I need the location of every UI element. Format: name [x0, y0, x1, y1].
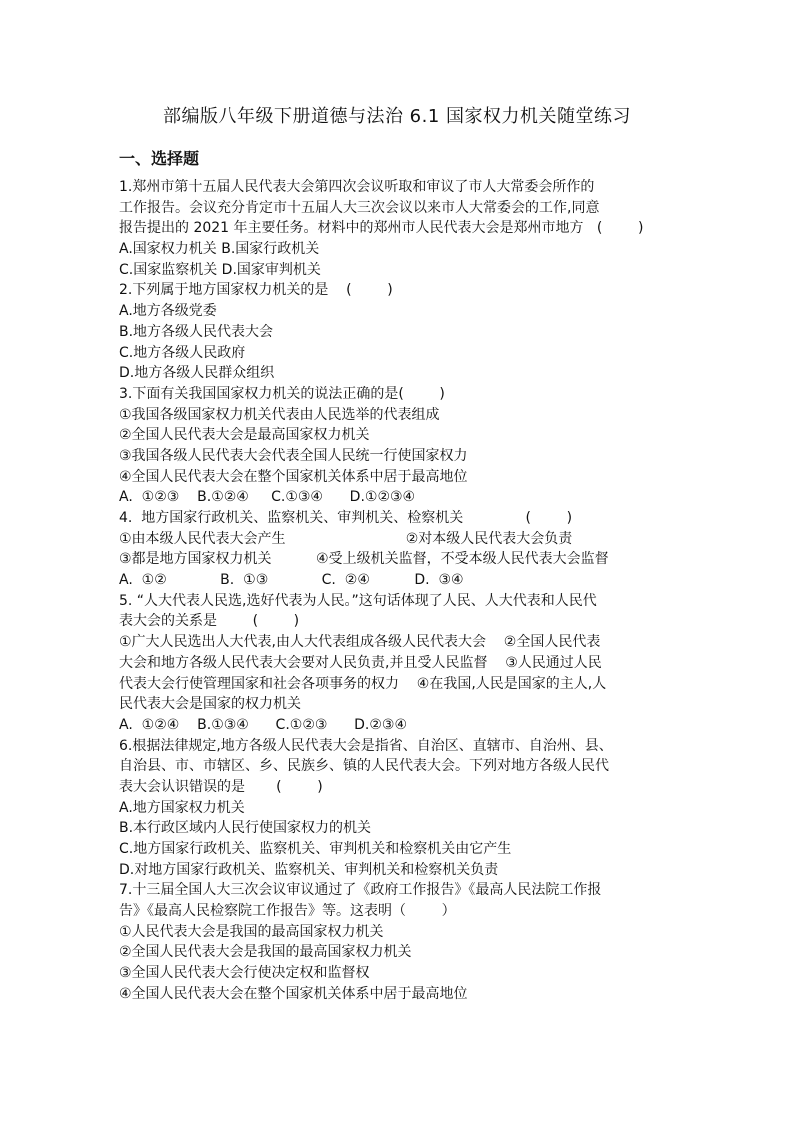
text-line: 3.下面有关我国国家权力机关的说法正确的是( ) [119, 385, 445, 402]
text-line: 告》《最高人民检察院工作报告》等。这表明（ ） [119, 903, 456, 920]
text-line: A. ①②③ B.①②④ C.①③④ D.①②③④ [119, 489, 416, 506]
text-line: D.对地方国家行政机关、监察机关、审判机关和检察机关负责 [119, 861, 499, 878]
text-line: A. ①②④ B.①③④ C.①②③ D.②③④ [119, 716, 408, 733]
text-line: ④全国人民代表大会在整个国家机关体系中居于最高地位 [119, 468, 468, 485]
text-line: ①广大人民选出人大代表,由人大代表组成各级人民代表大会 ②全国人民代表 [119, 634, 601, 651]
text-line: 报告提出的 2021 年主要任务。材料中的郑州市人民代表大会是郑州市地方 ( ) [119, 220, 644, 237]
text-line: ②全国人民代表大会是我国的最高国家权力机关 [119, 944, 412, 961]
text-line: 工作报告。会议充分肯定市十五届人大三次会议以来市人大常委会的工作,同意 [119, 199, 600, 216]
text-line: A.国家权力机关 B.国家行政机关 [119, 241, 320, 258]
text-line: 代表大会行使管理国家和社会各项事务的权力 ④在我国,人民是国家的主人,人 [119, 675, 607, 692]
text-line: ②全国人民代表大会是最高国家权力机关 [119, 427, 370, 444]
section-heading: 一、选择题 [119, 149, 200, 168]
text-line: 7.十三届全国人大三次会议审议通过了《政府工作报告》《最高人民法院工作报 [119, 882, 602, 899]
text-line: ④全国人民代表大会在整个国家机关体系中居于最高地位 [119, 985, 468, 1002]
text-line: ③我国各级人民代表大会代表全国人民统一行使国家权力 [119, 447, 468, 464]
question-body [119, 177, 691, 1005]
text-line: 6.根据法律规定,地方各级人民代表大会是指省、自治区、直辖市、自治州、县、 [119, 737, 613, 754]
text-line: 4. 地方国家行政机关、监察机关、审判机关、检察机关 ( ) [119, 510, 573, 526]
text-line: 表大会的关系是 ( ) [119, 613, 300, 630]
text-line: A.地方国家权力机关 [119, 799, 245, 816]
text-line: D.地方各级人民群众组织 [119, 365, 275, 382]
text-line: 1.郑州市第十五届人民代表大会第四次会议听取和审议了市人大常委会所作的 [119, 179, 595, 195]
text-line: ③都是地方国家权力机关 ④受上级机关监督，不受本级人民代表大会监督 [119, 551, 609, 568]
text-line: A.地方各级党委 [119, 303, 217, 320]
text-line: ③全国人民代表大会行使决定权和监督权 [119, 965, 370, 982]
text-line: 5. “人大代表人民选,选好代表为人民。”这句话体现了人民、人大代表和人民代 [119, 592, 597, 609]
document-title: 部编版八年级下册道德与法治 6.1 国家权力机关随堂练习 [162, 106, 632, 127]
text-line: ①人民代表大会是我国的最高国家权力机关 [119, 923, 384, 940]
text-line: B.地方各级人民代表大会 [119, 323, 274, 340]
text-line: 2.下列属于地方国家权力机关的是 ( ) [119, 282, 393, 299]
text-line: 大会和地方各级人民代表大会要对人民负责,并且受人民监督 ③人民通过人民 [119, 654, 602, 671]
text-line: 民代表大会是国家的权力机关 [119, 696, 301, 713]
text-line: 表大会认识错误的是 ( ) [119, 778, 323, 795]
text-line: ①由本级人民代表大会产生 ②对本级人民代表大会负责 [119, 530, 573, 547]
text-line: C.地方各级人民政府 [119, 344, 246, 361]
text-line: ①我国各级国家权力机关代表由人民选举的代表组成 [119, 406, 440, 423]
text-line: 自治县、市、市辖区、乡、民族乡、镇的人民代表大会。下列对地方各级人民代 [119, 758, 609, 775]
text-line: C.国家监察机关 D.国家审判机关 [119, 261, 321, 278]
text-line: C.地方国家行政机关、监察机关、审判机关和检察机关由它产生 [119, 841, 512, 857]
text-line: A. ①② B. ①③ C. ②④ D. ③④ [119, 572, 464, 589]
text-line: B.本行政区域内人民行使国家权力的机关 [119, 820, 372, 837]
